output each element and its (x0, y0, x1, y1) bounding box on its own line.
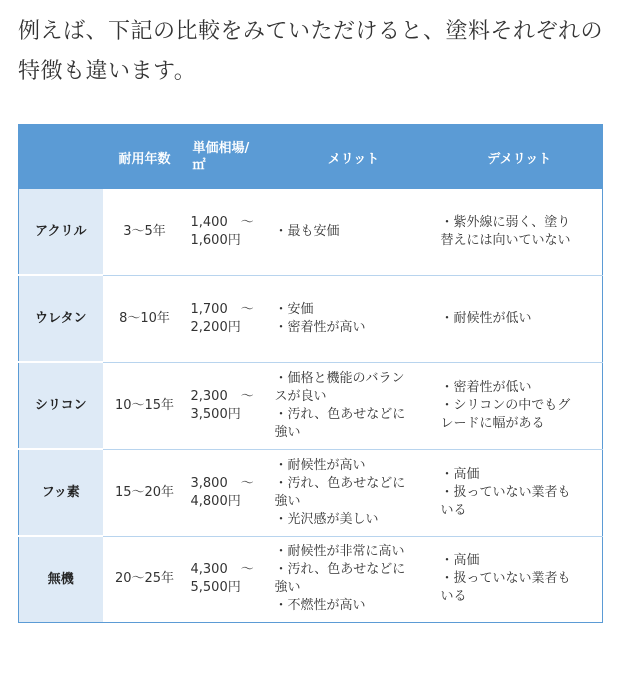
merit-cell: ・耐候性が非常に高い ・汚れ、色あせなどに 強い ・不燃性が高い (271, 536, 437, 623)
demerit-cell: ・紫外線に弱く、塗り 替えには向いていない (437, 189, 603, 275)
merit-cell: ・最も安価 (271, 189, 437, 275)
paint-comparison-table (18, 124, 603, 623)
header-name (19, 125, 103, 190)
merit-cell: ・価格と機能のバラン スが良い ・汚れ、色あせなどに 強い (271, 362, 437, 449)
merit-cell: ・安価 ・密着性が高い (271, 275, 437, 362)
header-price: 単価相場/ ㎡ (187, 125, 271, 190)
header-merit: メリット (271, 125, 437, 190)
table-row (19, 536, 603, 623)
table-row (19, 362, 603, 449)
durability-years: 15〜20年 (103, 449, 187, 536)
durability-years: 20〜25年 (103, 536, 187, 623)
demerit-cell: ・耐候性が低い (437, 275, 603, 362)
demerit-cell: ・高価 ・扱っていない業者も いる (437, 536, 603, 623)
paint-name: 無機 (19, 536, 103, 623)
paint-name: アクリル (19, 189, 103, 275)
intro-paragraph: 例えば、下記の比較をみていただけると、塗料それぞれの特徴も違います。 (18, 19, 604, 84)
unit-price: 1,700 〜 2,200円 (187, 275, 271, 362)
paint-name: シリコン (19, 362, 103, 449)
unit-price: 1,400 〜 1,600円 (187, 189, 271, 275)
unit-price: 4,300 〜 5,500円 (187, 536, 271, 623)
unit-price: 2,300 〜 3,500円 (187, 362, 271, 449)
paint-name: ウレタン (19, 275, 103, 362)
demerit-cell: ・高価 ・扱っていない業者も いる (437, 449, 603, 536)
demerit-cell: ・密着性が低い ・シリコンの中でもグ レードに幅がある (437, 362, 603, 449)
header-demerit: デメリット (437, 125, 603, 190)
table-row (19, 275, 603, 362)
table-row (19, 189, 603, 275)
durability-years: 8〜10年 (103, 275, 187, 362)
unit-price: 3,800 〜 4,800円 (187, 449, 271, 536)
paint-name: フッ素 (19, 449, 103, 536)
merit-cell: ・耐候性が高い ・汚れ、色あせなどに 強い ・光沢感が美しい (271, 449, 437, 536)
durability-years: 3〜5年 (103, 189, 187, 275)
table-header-row (19, 125, 603, 190)
header-years: 耐用年数 (103, 125, 187, 190)
durability-years: 10〜15年 (103, 362, 187, 449)
table-row (19, 449, 603, 536)
